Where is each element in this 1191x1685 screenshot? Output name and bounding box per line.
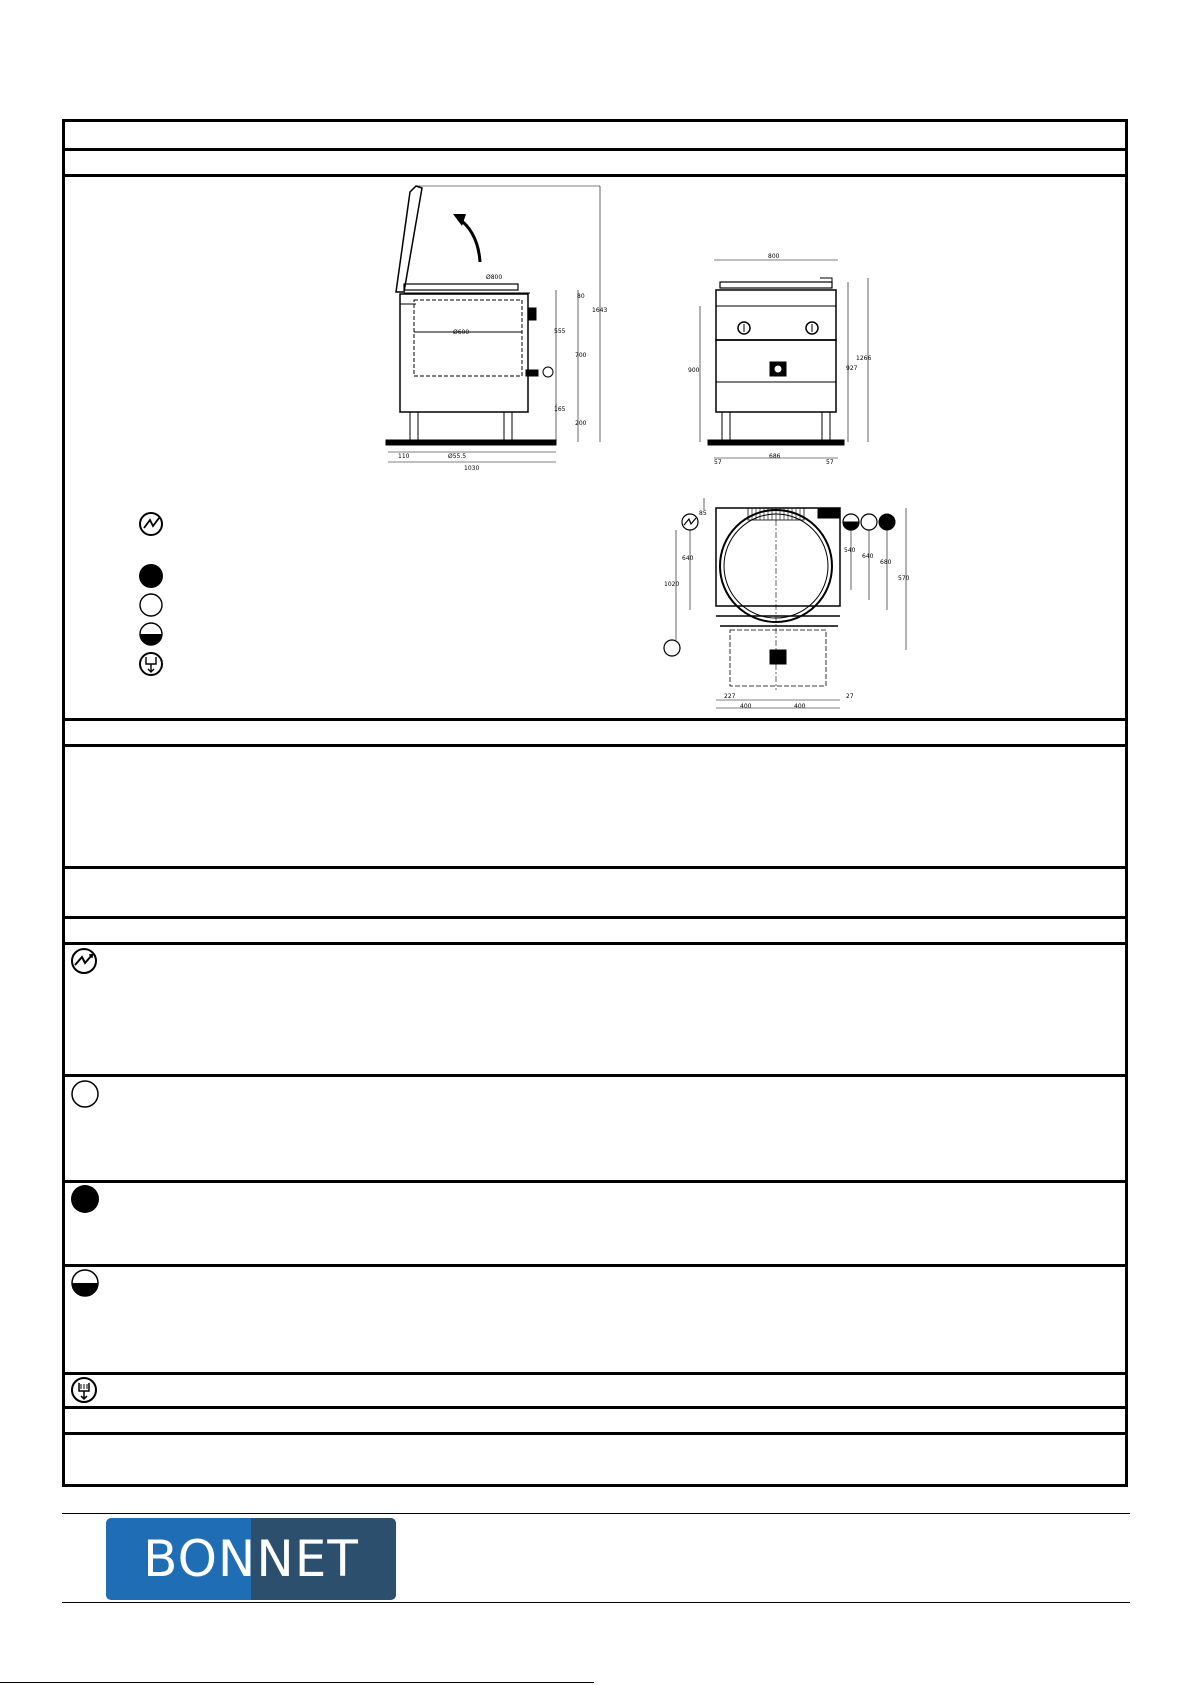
dim-label: 57	[826, 459, 834, 466]
footer-top-rule	[62, 1513, 1130, 1514]
dim-label: 165	[554, 406, 566, 413]
dim-label: 1030	[464, 465, 480, 472]
half-filled-circle-icon	[70, 1268, 100, 1298]
dim-label: 110	[398, 453, 410, 460]
description-bottom-divider	[65, 866, 1125, 869]
front-view-drawing	[700, 260, 868, 458]
dim-label: 555	[554, 328, 566, 335]
dim-label: 700	[575, 352, 587, 359]
logo-text: BONNET	[143, 1530, 359, 1588]
water-inlet-section-divider	[65, 1372, 1125, 1375]
side-view-drawing	[386, 186, 600, 462]
half-filled-circle-icon	[140, 623, 162, 645]
dim-label: 640	[682, 555, 694, 562]
top-view-dimensions	[664, 510, 910, 710]
top-view-drawing	[664, 498, 906, 708]
dim-label: 1020	[664, 581, 680, 588]
electric-section-divider	[65, 1074, 1125, 1077]
dim-label: 200	[575, 420, 587, 427]
dim-label: 227	[724, 693, 736, 700]
page-edge-rule	[0, 1682, 594, 1683]
dim-label: Ø55.5	[448, 453, 467, 460]
dim-label: 27	[846, 693, 854, 700]
bonnet-logo	[106, 1518, 396, 1600]
dim-label: 85	[699, 510, 707, 517]
notes-header-divider	[65, 1432, 1125, 1435]
drain-icon	[69, 1375, 99, 1405]
footer-bottom-rule	[62, 1602, 1130, 1603]
dim-label: 1643	[592, 307, 608, 314]
dim-label: 686	[769, 453, 781, 460]
dim-label: 640	[862, 553, 874, 560]
legend	[139, 513, 163, 675]
dim-label: 570	[898, 575, 910, 582]
dim-label: 1266	[856, 355, 872, 362]
dim-label: 80	[577, 293, 585, 300]
dim-label: Ø800	[486, 274, 503, 281]
white-circle-icon	[70, 1079, 100, 1109]
dim-label: Ø600	[453, 329, 470, 336]
white-circle-icon	[140, 594, 162, 616]
drain-section-divider	[65, 1406, 1125, 1409]
drain-icon	[140, 653, 162, 675]
dim-label: 540	[844, 547, 856, 554]
connections-header-divider	[65, 942, 1125, 945]
dim-label: 800	[768, 253, 780, 260]
dim-label: 900	[688, 367, 700, 374]
black-circle-icon	[70, 1184, 100, 1214]
dim-label: 400	[794, 703, 806, 710]
cold-water-section-divider	[65, 1180, 1125, 1183]
electric-supply-icon	[69, 946, 99, 976]
dim-label: 927	[846, 365, 858, 372]
hot-water-section-divider	[65, 1264, 1125, 1267]
description-header-divider	[65, 744, 1125, 747]
dim-label: 57	[714, 459, 722, 466]
options-bottom-divider	[65, 916, 1125, 919]
dim-label: 680	[880, 559, 892, 566]
dim-label: 400	[740, 703, 752, 710]
electric-supply-icon	[140, 513, 162, 535]
technical-drawings	[0, 0, 1191, 730]
black-circle-icon	[139, 564, 163, 588]
